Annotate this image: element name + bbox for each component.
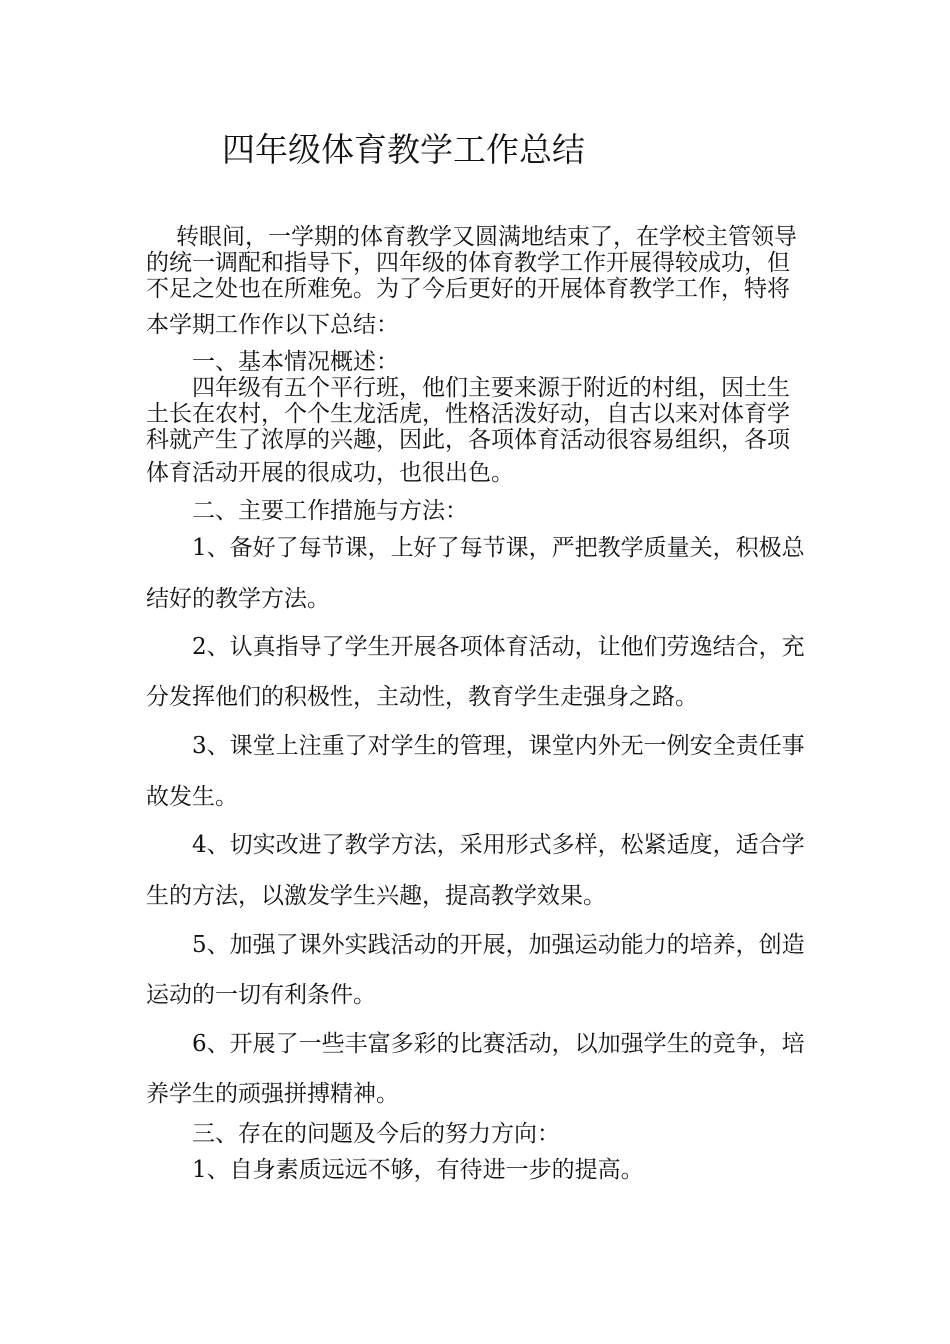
body-line: 不足之处也在所难免。为了今后更好的开展体育教学工作，特将 xyxy=(146,276,790,302)
body-line: 土长在农村，个个生龙活虎，性格活泼好动，自古以来对体育学 xyxy=(146,401,790,427)
body-line: 四年级有五个平行班，他们主要来源于附近的村组，因土生 xyxy=(192,375,790,401)
body-line: 转眼间，一学期的体育教学又圆满地结束了，在学校主管领导 xyxy=(176,224,797,250)
section-heading: 三、存在的问题及今后的努力方向： xyxy=(192,1121,560,1147)
body-line: 1、备好了每节课，上好了每节课，严把教学质量关，积极总 xyxy=(192,535,805,561)
body-line: 体育活动开展的很成功，也很出色。 xyxy=(146,460,514,486)
body-line: 的统一调配和指导下，四年级的体育教学工作开展得较成功，但 xyxy=(146,250,790,276)
body-line: 故发生。 xyxy=(146,784,238,810)
body-line: 本学期工作作以下总结： xyxy=(146,312,399,338)
body-line: 结好的教学方法。 xyxy=(146,586,330,612)
body-line: 生的方法，以激发学生兴趣，提高教学效果。 xyxy=(146,883,606,909)
body-line: 运动的一切有利条件。 xyxy=(146,982,376,1008)
body-line: 养学生的顽强拼搏精神。 xyxy=(146,1081,399,1107)
section-heading: 一、基本情况概述： xyxy=(192,349,399,375)
section-heading: 二、主要工作措施与方法： xyxy=(192,498,468,524)
document-title: 四年级体育教学工作总结 xyxy=(222,130,585,169)
body-line: 1、自身素质远远不够，有待进一步的提高。 xyxy=(192,1157,644,1183)
body-line: 3、课堂上注重了对学生的管理，课堂内外无一例安全责任事 xyxy=(192,733,805,759)
body-line: 4、切实改进了教学方法，采用形式多样，松紧适度，适合学 xyxy=(192,832,805,858)
body-line: 2、认真指导了学生开展各项体育活动，让他们劳逸结合，充 xyxy=(192,634,805,660)
body-line: 科就产生了浓厚的兴趣，因此，各项体育活动很容易组织，各项 xyxy=(146,427,790,453)
body-line: 分发挥他们的积极性，主动性，教育学生走强身之路。 xyxy=(146,684,698,710)
body-line: 6、开展了一些丰富多彩的比赛活动，以加强学生的竞争，培 xyxy=(192,1031,805,1057)
body-line: 5、加强了课外实践活动的开展，加强运动能力的培养，创造 xyxy=(192,932,805,958)
